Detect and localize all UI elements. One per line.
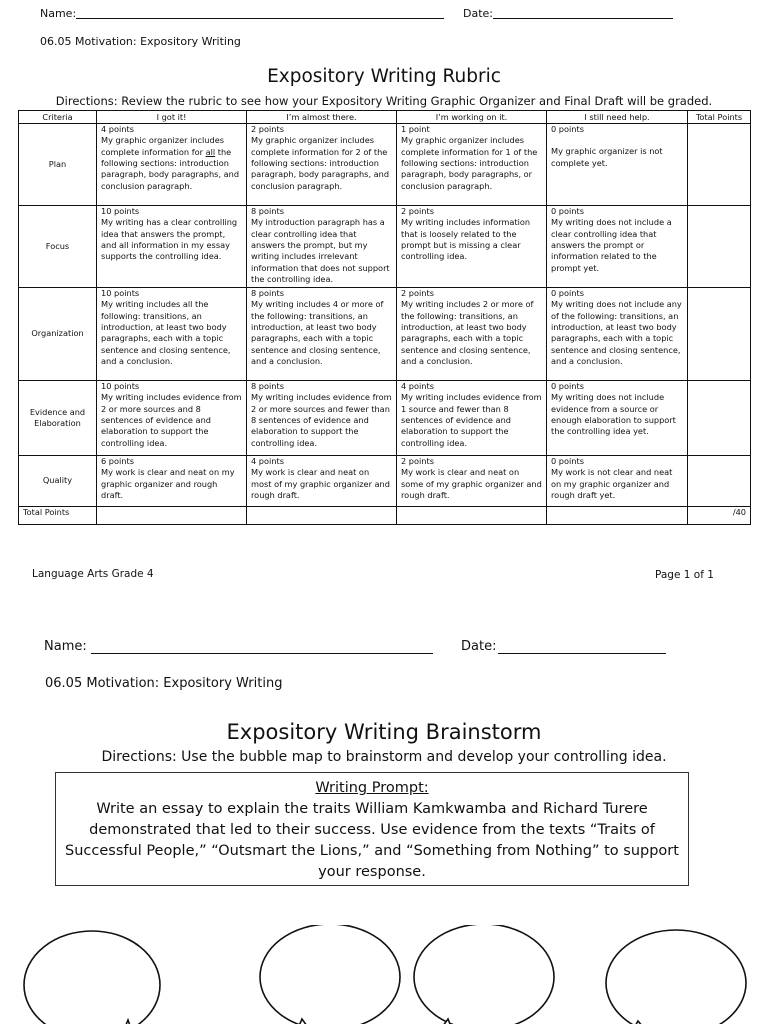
criteria-cell: Quality xyxy=(19,456,97,507)
cell-text: My work is clear and neat on most of my graphic organizer and rough draft. xyxy=(251,467,390,500)
criteria-cell: Organization xyxy=(19,288,97,381)
cell-text: My writing includes evidence from 2 or more sources and 8 sentences of evidence and elaboration to support the controlling idea. xyxy=(101,392,242,448)
rubric-cell xyxy=(97,381,247,456)
points-label: 2 points xyxy=(401,206,434,216)
rubric-cell xyxy=(247,206,397,288)
directions: Directions: Review the rubric to see how your Expository Writing Graphic Organizer and Final Draft will be graded. xyxy=(55,94,713,108)
cell-text: My work is not clear and neat on my graphic organizer and rough draft yet. xyxy=(551,467,673,500)
rubric-cell xyxy=(397,288,547,381)
column-header: I’m working on it. xyxy=(397,111,547,124)
total-value[interactable]: /40 xyxy=(688,507,751,525)
rubric-cell xyxy=(547,456,688,507)
column-header: Criteria xyxy=(19,111,97,124)
rubric-cell xyxy=(397,206,547,288)
points-label: 0 points xyxy=(551,124,584,134)
column-header: I got it! xyxy=(97,111,247,124)
rubric-cell xyxy=(247,381,397,456)
rubric-table xyxy=(18,110,751,525)
table-row xyxy=(19,288,751,381)
name-label: Name: xyxy=(40,7,77,20)
rubric-cell xyxy=(547,381,688,456)
table-row xyxy=(19,456,751,507)
cell-text: My writing includes 4 or more of the following: transitions, an introduction, at least two body paragraphs, each with a topic sentence and closing sentence, and a conclusion. xyxy=(251,299,384,366)
rubric-cell xyxy=(247,456,397,507)
table-row xyxy=(19,206,751,288)
points-label: 6 points xyxy=(101,456,134,466)
cell-text: My writing does not include a clear controlling idea that answers the prompt or information related to the prompt yet. xyxy=(551,217,672,273)
bubble[interactable] xyxy=(24,931,160,1024)
total-points-cell[interactable] xyxy=(688,381,751,456)
rubric-cell xyxy=(247,124,397,206)
rubric-cell xyxy=(397,381,547,456)
page-title: Expository Writing Rubric xyxy=(267,66,501,87)
cell-text: My work is clear and neat on some of my graphic organizer and rough draft. xyxy=(401,467,542,500)
table-header-row xyxy=(19,111,751,124)
points-label: 2 points xyxy=(401,288,434,298)
page-number: Page 1 of 1 xyxy=(655,569,714,581)
emphasis-text: all xyxy=(205,146,216,157)
total-label: Total Points xyxy=(19,507,97,525)
bubble[interactable] xyxy=(260,925,400,1024)
cell-text: My graphic organizer includes complete information for 1 of the following sections: introduction paragraph, body paragraphs, or conclusion paragraph. xyxy=(401,135,538,191)
points-label: 0 points xyxy=(551,456,584,466)
cell-text: My work is clear and neat on my graphic organizer and rough draft. xyxy=(101,467,235,500)
cell-text: My writing has a clear controlling idea that answers the prompt, and all information in my essay supports the controlling idea. xyxy=(101,217,238,262)
points-label: 0 points xyxy=(551,381,584,391)
rubric-cell xyxy=(247,288,397,381)
prompt-text: Write an essay to explain the traits William Kamkwamba and Richard Turere demonstrated that led to their success. Use evidence from the texts “Traits of Successful People,” “Outsmart the Lions,” and “Something from Nothing” to support your response. xyxy=(65,801,679,880)
column-header: I’m almost there. xyxy=(247,111,397,124)
points-label: 0 points xyxy=(551,288,584,298)
table-row xyxy=(19,124,751,206)
cell-text: My writing includes evidence from 1 source and fewer than 8 sentences of evidence and elaboration to support the controlling idea. xyxy=(401,392,542,448)
empty-cell xyxy=(547,507,688,525)
rubric-cell xyxy=(547,288,688,381)
cell-text: My graphic organizer is not complete yet. xyxy=(551,146,663,168)
total-points-cell[interactable] xyxy=(688,124,751,206)
points-label: 2 points xyxy=(251,124,284,134)
cell-text: My graphic organizer includes complete information for xyxy=(101,135,225,157)
page-title: Expository Writing Brainstorm xyxy=(226,720,542,744)
points-label: 2 points xyxy=(401,456,434,466)
cell-text: My writing does not include evidence from a source or enough elaboration to support the controlling idea yet. xyxy=(551,392,676,437)
points-label: 0 points xyxy=(551,206,584,216)
total-points-cell[interactable] xyxy=(688,288,751,381)
date-field[interactable] xyxy=(493,5,673,19)
rubric-cell xyxy=(397,124,547,206)
directions: Directions: Use the bubble map to brainstorm and develop your controlling idea. xyxy=(101,749,667,765)
rubric-cell xyxy=(547,206,688,288)
bubble-connector xyxy=(295,1019,312,1024)
points-label: 4 points xyxy=(101,124,134,134)
criteria-cell: Plan xyxy=(19,124,97,206)
bubble-map xyxy=(0,925,768,1024)
cell-text: My writing includes 2 or more of the following: transitions, an introduction, at least two body paragraphs, each with a topic sentence and closing sentence, and a conclusion. xyxy=(401,299,534,366)
date-label: Date: xyxy=(461,639,497,654)
column-header: Total Points xyxy=(688,111,751,124)
points-label: 1 point xyxy=(401,124,430,134)
cell-text: My writing includes information that is loosely related to the prompt but is missing a clear controlling idea. xyxy=(401,217,531,262)
empty-cell xyxy=(247,507,397,525)
empty-cell xyxy=(97,507,247,525)
bubble[interactable] xyxy=(606,930,746,1024)
cell-text: My writing includes all the following: transitions, an introduction, at least two body paragraphs, each with a topic sentence and closing sentence, and a conclusion. xyxy=(101,299,231,366)
total-points-cell[interactable] xyxy=(688,456,751,507)
points-label: 8 points xyxy=(251,288,284,298)
points-label: 8 points xyxy=(251,381,284,391)
rubric-cell xyxy=(397,456,547,507)
points-label: 10 points xyxy=(101,206,140,216)
cell-text: the following sections: introduction paragraph, body paragraphs, and conclusion paragraph. xyxy=(101,146,240,191)
column-header: I still need help. xyxy=(547,111,688,124)
points-label: 4 points xyxy=(251,456,284,466)
cell-text: My writing does not include any of the following: transitions, an introduction, at least two body paragraphs, each with a topic sentence and closing sentence, and a conclusion. xyxy=(551,299,682,366)
bubble-connector xyxy=(120,1020,134,1024)
name-label: Name: xyxy=(44,639,87,654)
course-label: 06.05 Motivation: Expository Writing xyxy=(40,35,241,48)
criteria-cell: Evidence and Elaboration xyxy=(19,381,97,456)
total-row xyxy=(19,507,751,525)
course-label: 06.05 Motivation: Expository Writing xyxy=(45,676,283,691)
prompt-heading: Writing Prompt: xyxy=(315,780,429,796)
date-label: Date: xyxy=(463,7,493,20)
name-field[interactable] xyxy=(91,638,433,654)
criteria-cell: Focus xyxy=(19,206,97,288)
date-field[interactable] xyxy=(498,638,666,654)
total-points-cell[interactable] xyxy=(688,206,751,288)
writing-prompt-box xyxy=(55,772,689,886)
points-label: 10 points xyxy=(101,288,140,298)
points-label: 8 points xyxy=(251,206,284,216)
rubric-cell xyxy=(97,288,247,381)
footer-course: Language Arts Grade 4 xyxy=(32,568,154,580)
points-label: 10 points xyxy=(101,381,140,391)
cell-text: My graphic organizer includes complete information for 2 of the following sections: introduction paragraph, body paragraphs, and conclusion paragraph. xyxy=(251,135,390,191)
rubric-cell xyxy=(97,206,247,288)
rubric-cell xyxy=(97,456,247,507)
bubble[interactable] xyxy=(414,925,554,1024)
name-field[interactable] xyxy=(76,5,444,19)
empty-cell xyxy=(397,507,547,525)
rubric-cell xyxy=(547,124,688,206)
table-row xyxy=(19,381,751,456)
rubric-cell xyxy=(97,124,247,206)
points-label: 4 points xyxy=(401,381,434,391)
cell-text: My introduction paragraph has a clear controlling idea that answers the prompt, but my writing includes irrelevant information that does not support the controlling idea. xyxy=(251,217,390,284)
cell-text: My writing includes evidence from 2 or more sources and fewer than 8 sentences of evidence and elaboration to support the controlling idea. xyxy=(251,392,392,448)
